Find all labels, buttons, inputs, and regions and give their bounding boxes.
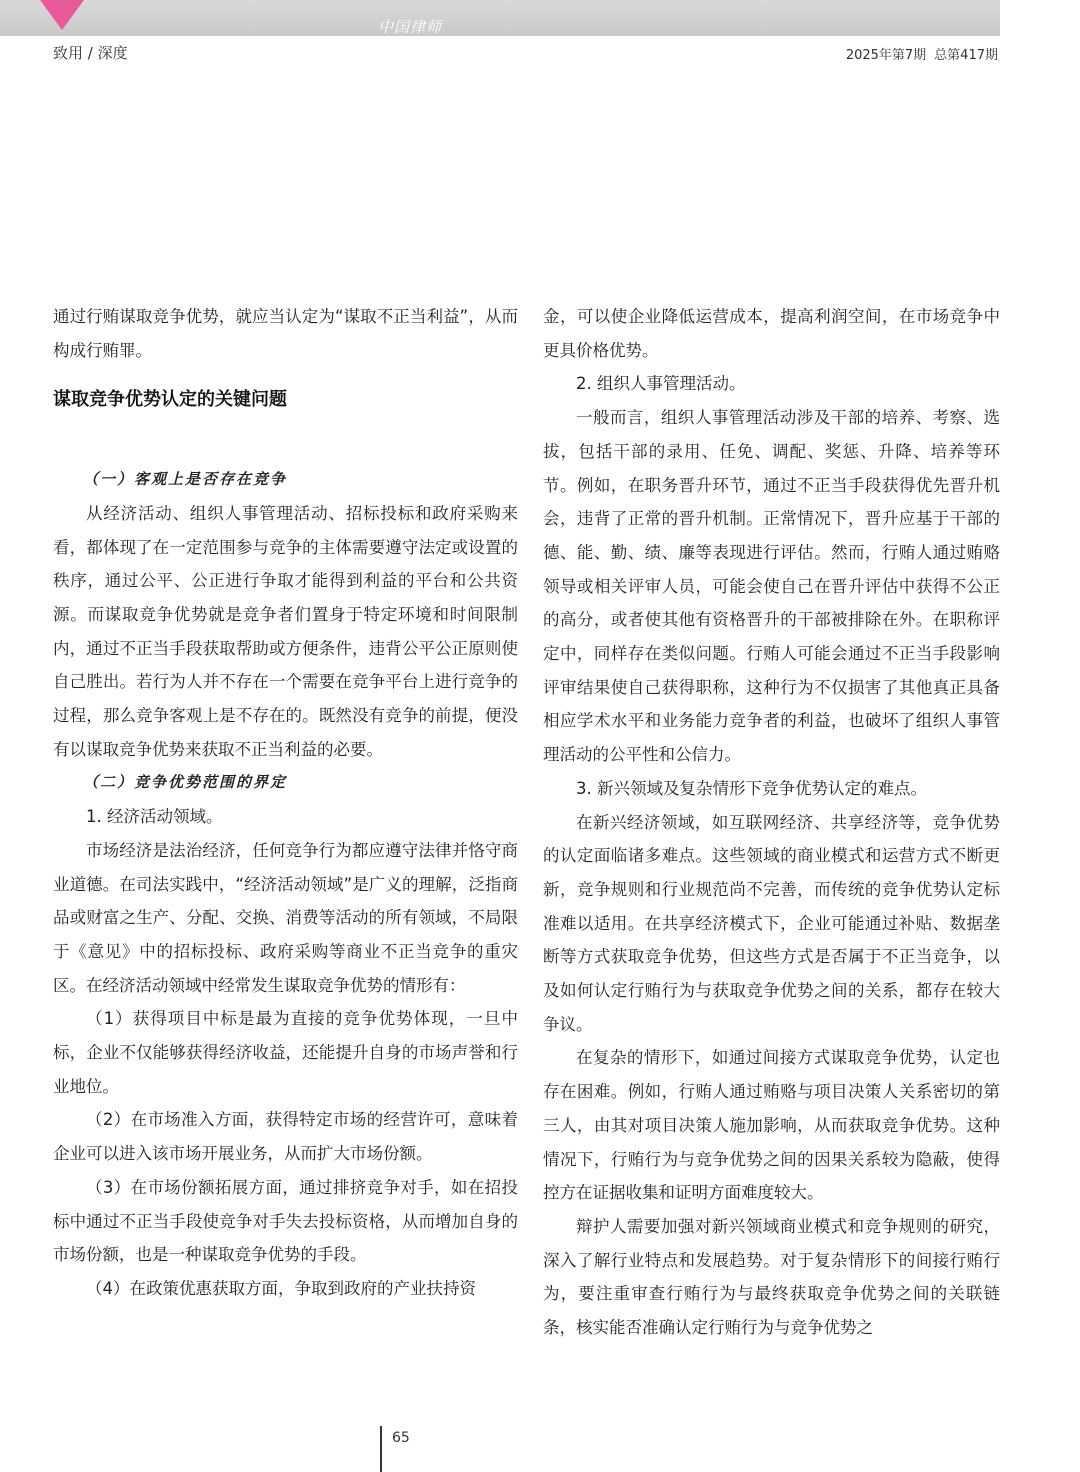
masthead-logo: 中国律师 — [378, 18, 443, 36]
subheading: （二）竞争优势范围的界定 — [83, 773, 288, 792]
issue-info — [846, 44, 998, 63]
item-title: 3. 新兴领域及复杂情形下竞争优势认定的难点。 — [576, 778, 927, 798]
issue-number: 2025年第7期 — [845, 48, 927, 63]
left-column — [53, 300, 518, 1306]
section-label: 致用 / 深度 — [53, 44, 128, 62]
footer-divider — [380, 1426, 382, 1472]
total-issue-number: 总第417期 — [934, 48, 998, 63]
paragraph: （4）在政策优惠获取方面，争取到政府的产业扶持资 — [86, 1278, 476, 1298]
item-title: 1. 经济活动领域。 — [86, 807, 223, 827]
corner-accent — [40, 0, 84, 30]
paragraph: 通过行贿谋取竞争优势，就应当认定为“谋取不正当利益”，从而构成行贿罪。 — [53, 307, 518, 360]
paragraph: （1）获得项目中标是最为直接的竞争优势体现，一旦中标，企业不仅能够获得经济收益，还能提升自身的市场声誉和行业地位。 — [53, 1009, 518, 1096]
paragraph: 金，可以使企业降低运营成本，提高利润空间，在市场竞争中更具价格优势。 — [543, 307, 1000, 360]
page-number: 65 — [392, 1430, 410, 1446]
right-column — [543, 300, 1000, 1345]
paragraph: 在新兴经济领域，如互联网经济、共享经济等，竞争优势的认定面临诸多难点。这些领域的商业模式和运营方式不断更新，竞争规则和行业规范尚不完善，而传统的竞争优势认定标准难以适用。在共享经济模式下，企业可能通过补贴、数据垄断等方式获取竞争优势，但这些方式是否属于不正当竞争，以及如何认定行贿行为与获取竞争优势之间的关系，都存在较大争议。 — [543, 812, 1000, 1034]
masthead-band — [0, 0, 1000, 36]
paragraph: 辩护人需要加强对新兴领域商业模式和竞争规则的研究，深入了解行业特点和发展趋势。对于复杂情形下的间接行贿行为，要注重审查行贿行为与最终获取竞争优势之间的关联链条，核实能否准确认定行贿行为与竞争优势之 — [543, 1216, 1000, 1338]
paragraph: （3）在市场份额拓展方面，通过排挤竞争对手，如在招投标中通过不正当手段使竞争对手失去投标资格，从而增加自身的市场份额，也是一种谋取竞争优势的手段。 — [53, 1177, 518, 1265]
paragraph: 市场经济是法治经济，任何竞争行为都应遵守法律并恪守商业道德。在司法实践中，“经济活动领域”是广义的理解，泛指商品或财富之生产、分配、交换、消费等活动的所有领域，不局限于《意见》中的招标投标、政府采购等商业不正当竞争的重灾区。在经济活动领域中经常发生谋取竞争优势的情形有： — [53, 840, 518, 995]
section-heading: 谋取竞争优势认定的关键问题 — [53, 389, 287, 411]
item-title: 2. 组织人事管理活动。 — [576, 374, 746, 394]
paragraph: 从经济活动、组织人事管理活动、招标投标和政府采购来看，都体现了在一定范围参与竞争的主体需要遵守法定或设置的秩序，通过公平、公正进行争取才能得到利益的平台和公共资源。而谋取竞争优势就是竞争者们置身于特定环境和时间限制内，通过不正当手段获取帮助或方便条件，违背公平公正原则使自己胜出。若行为人并不存在一个需要在竞争平台上进行竞争的过程，那么竞争客观上是不存在的。既然没有竞争的前提，便没有以谋取竞争优势来获取不正当利益的必要。 — [53, 503, 518, 759]
paragraph: 在复杂的情形下，如通过间接方式谋取竞争优势，认定也存在困难。例如，行贿人通过贿赂与项目决策人关系密切的第三人，由其对项目决策人施加影响，从而获取竞争优势。这种情况下，行贿行为与竞争优势之间的因果关系较为隐蔽，使得控方在证据收集和证明方面难度较大。 — [543, 1048, 1000, 1203]
paragraph: 一般而言，组织人事管理活动涉及干部的培养、考察、选拔，包括干部的录用、任免、调配、奖惩、升降、培养等环节。例如，在职务晋升环节，通过不正当手段获得优先晋升机会，违背了正常的晋升机制。正常情况下，晋升应基于干部的德、能、勤、绩、廉等表现进行评估。然而，行贿人通过贿赂领导或相关评审人员，可能会使自己在晋升评估中获得不公正的高分，或者使其他有资格晋升的干部被排除在外。在职称评定中，同样存在类似问题。行贿人可能会通过不正当手段影响评审结果使自己获得职称，这种行为不仅损害了其他真正具备相应学术水平和业务能力竞争者的利益，也破坏了组织人事管理活动的公平性和公信力。 — [543, 408, 1000, 765]
subheading: （一）客观上是否存在竞争 — [83, 470, 288, 489]
paragraph: （2）在市场准入方面，获得特定市场的经营许可，意味着企业可以进入该市场开展业务，从而扩大市场份额。 — [53, 1110, 518, 1164]
